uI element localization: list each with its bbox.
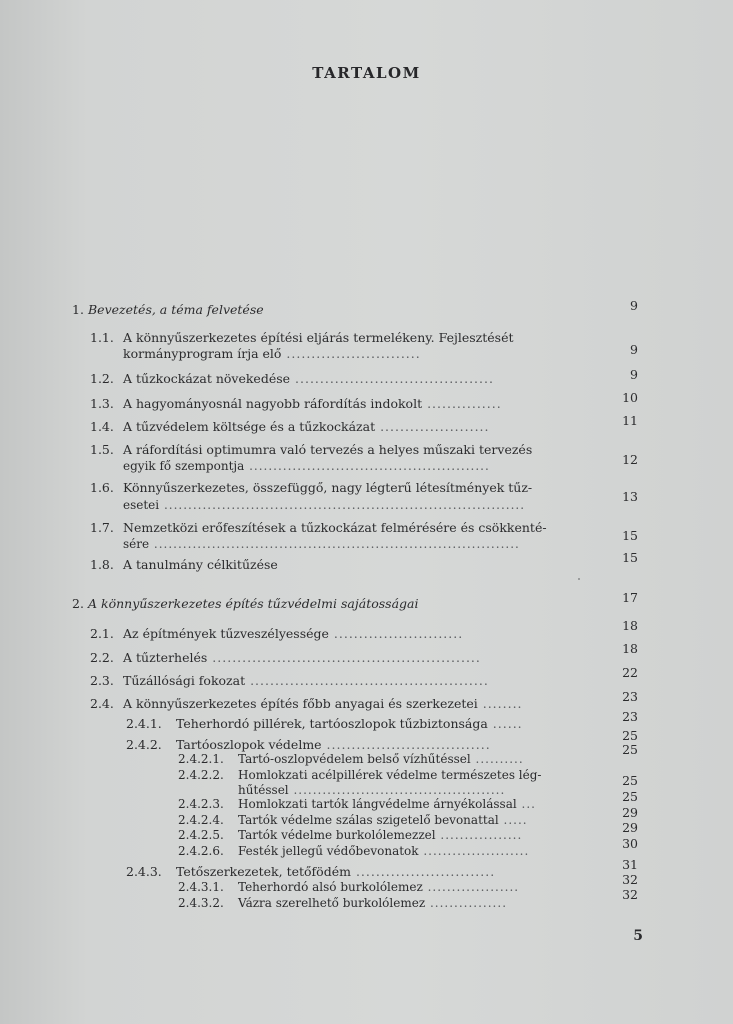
toc-number: 2.2. <box>90 650 114 665</box>
toc-page: 10 <box>622 390 638 405</box>
toc-title: A könnyűszerkezetes építés főbb anyagai és szerkezetei <box>123 696 478 711</box>
toc-page: 23 <box>622 709 638 724</box>
toc-number: 2.4.2. <box>126 737 162 752</box>
toc-title-cont: egyik fő szempontja <box>123 459 245 473</box>
toc-number: 1.8. <box>90 557 114 572</box>
toc-entry-1-5-cont: egyik fő szempontja .................................................. <box>123 459 490 473</box>
toc-title-cont: hűtéssel <box>238 783 289 797</box>
toc-title: Bevezetés, a téma felvetése <box>88 302 264 317</box>
toc-number: 2.4.2.5. <box>178 828 224 842</box>
toc-number: 2.3. <box>90 673 114 688</box>
toc-title: A tanulmány célkitűzése <box>123 557 278 572</box>
toc-title: Tartók védelme burkolólemezzel <box>238 828 436 842</box>
toc-number: 1.7. <box>90 520 114 535</box>
toc-title: Tartók védelme szálas szigetelő bevonattal <box>238 813 499 827</box>
toc-title: A könnyűszerkezetes építési eljárás termelékeny. Fejlesztését <box>123 330 514 345</box>
toc-page: 29 <box>622 820 638 835</box>
toc-page: 25 <box>622 789 638 804</box>
toc-number: 2.4.2.6. <box>178 844 224 858</box>
toc-number: 1.3. <box>90 396 114 411</box>
toc-page: 25 <box>622 728 638 743</box>
toc-page: 31 <box>622 857 638 872</box>
toc-title: Teherhordó pillérek, tartóoszlopok tűzbiztonsága <box>176 716 488 731</box>
page-title: TARTALOM <box>312 64 421 82</box>
toc-page: 29 <box>622 805 638 820</box>
toc-number: 1.2. <box>90 371 114 386</box>
toc-page: 17 <box>622 590 638 605</box>
toc-title: Az építmények tűzveszélyessége <box>123 626 329 641</box>
toc-number: 1.1. <box>90 330 114 345</box>
toc-title: Nemzetközi erőfeszítések a tűzkockázat felmérésére és csökkenté- <box>123 520 547 535</box>
toc-page: 18 <box>622 618 638 633</box>
toc-entry-1-7-cont: sére ............................................................................ <box>123 537 520 551</box>
toc-title: Festék jellegű védőbevonatok <box>238 844 419 858</box>
toc-number: 1.5. <box>90 442 114 457</box>
toc-number: 2.4. <box>90 696 114 711</box>
toc-page: 18 <box>622 641 638 656</box>
toc-number: 2.4.2.2. <box>178 768 224 782</box>
toc-title-cont: sére <box>123 537 150 551</box>
toc-title: Tetőszerkezetek, tetőfödém <box>176 864 351 879</box>
toc-number: 2.4.2.1. <box>178 752 224 766</box>
toc-page: 9 <box>630 298 638 313</box>
toc-page: 13 <box>622 489 638 504</box>
toc-title: Teherhordó alsó burkolólemez <box>238 880 423 894</box>
toc-title: Vázra szerelhető burkolólemez <box>238 896 426 910</box>
toc-page: 11 <box>622 413 638 428</box>
toc-title: Könnyűszerkezetes, összefüggő, nagy légterű létesítmények tűz- <box>123 480 533 495</box>
toc-page: 32 <box>622 887 638 902</box>
toc-number: 2.4.2.3. <box>178 797 224 811</box>
toc-title: A ráfordítási optimumra való tervezés a helyes műszaki tervezés <box>123 442 533 457</box>
toc-entry-2-4-2-2-cont: hűtéssel ............................................ <box>238 783 506 797</box>
toc-page: 9 <box>630 342 638 357</box>
toc-number: 1.6. <box>90 480 114 495</box>
toc-page: 15 <box>622 528 638 543</box>
toc-number: 2.4.2.4. <box>178 813 224 827</box>
document-page: TARTALOM 1. Bevezetés, a téma felvetése 9 1.1. A könnyűszerkezetes építési eljárás termelékeny. Fejlesztését kormányprogram írja elő ........................... 9 1.2. A tűzkockázat növekedése ........................................ 9 1.3. A hagyományosnál nagyobb ráfordítás indokolt ............... 10 1.4. A tűzvédelem költsége és a tűzkockázat ...................... 11 1.5. A ráfordítási optimumra való tervezés a helyes műszaki tervezés egyik fő szempontja .................................................. 12 1.6. Könnyűszerkezetes, összefüggő, nagy légterű létesítmények tűz- esetei ........................................................................... 13 1.7. Nemzetközi erőfeszítések a tűzkockázat felmérésére és csökkenté- sére ............................................................................ 15 1.8. A tanulmány célkitűzése 15 2. A könnyűszerkezetes építés tűzvédelmi sajátosságai 17 2.1. Az építmények tűzveszélyessége .......................... 18 2.2. A tűzterhelés ...................................................... 18 2.3. Tűzállósági fokozat ................................................ 22 2.4. A könnyűszerkezetes építés főbb anyagai és szerkezetei ........ 23 2.4.1. Teherhordó pillérek, tartóoszlopok tűzbiztonsága ...... 23 2.4.2. Tartóoszlopok védelme ................................. 25 2.4.2.1. Tartó-oszlopvédelem belső vízhűtéssel .......... 25 2.4.2.2. Homlokzati acélpillérek védelme természetes lég- hűtéssel ............................................ 25 2.4.2.3. Homlokzati tartók lángvédelme árnyékolással ... 25 2.4.2.4. Tartók védelme szálas szigetelő bevonattal ..... 29 2.4.2.5. Tartók védelme burkolólemezzel ................. 29 2.4.2.6. Festék jellegű védőbevonatok ...................... 30 2.4.3. Tetőszerkezetek, tetőfödém ............................ 31 2.4.3.1. Teherhordó alsó burkolólemez ................... 32 2.4.3.2. Vázra szerelhető burkolólemez ................ 32 5 <box>0 0 733 1024</box>
toc-title: Homlokzati acélpillérek védelme természetes lég- <box>238 768 542 782</box>
toc-title: A tűzkockázat növekedése <box>123 371 291 386</box>
toc-number: 2.4.3.1. <box>178 880 224 894</box>
page-number: 5 <box>633 928 643 944</box>
toc-page: 23 <box>622 689 638 704</box>
toc-page: 9 <box>630 367 638 382</box>
toc-page: 22 <box>622 665 638 680</box>
toc-number: 1. <box>72 302 84 317</box>
toc-title: Tűzállósági fokozat <box>123 673 246 688</box>
toc-entry-1-6-cont: esetei ........................................................................... <box>123 498 526 512</box>
toc-number: 2.4.3.2. <box>178 896 224 910</box>
toc-page: 12 <box>622 452 638 467</box>
toc-title: Homlokzati tartók lángvédelme árnyékolással <box>238 797 517 811</box>
toc-page: 25 <box>622 773 638 788</box>
toc-number: 2. <box>72 596 84 611</box>
toc-number: 2.4.1. <box>126 716 162 731</box>
toc-title: Tartó-oszlopvédelem belső vízhűtéssel <box>238 752 471 766</box>
toc-page: 32 <box>622 872 638 887</box>
toc-title: A tűzvédelem költsége és a tűzkockázat <box>123 419 376 434</box>
toc-title: A hagyományosnál nagyobb ráfordítás indokolt <box>123 396 423 411</box>
toc-page: 25 <box>622 742 638 757</box>
toc-page: 15 <box>622 550 638 565</box>
toc-title: A tűzterhelés <box>123 650 208 665</box>
toc-title: Tartóoszlopok védelme <box>176 737 322 752</box>
paper-speck <box>578 578 580 580</box>
toc-number: 2.1. <box>90 626 114 641</box>
toc-title: A könnyűszerkezetes építés tűzvédelmi sajátosságai <box>88 596 419 611</box>
toc-number: 1.4. <box>90 419 114 434</box>
toc-title-cont: kormányprogram írja elő <box>123 346 282 361</box>
toc-number: 2.4.3. <box>126 864 162 879</box>
toc-entry-1-1-cont: kormányprogram írja elő ........................... <box>123 346 421 361</box>
toc-page: 30 <box>622 836 638 851</box>
toc-title-cont: esetei <box>123 498 160 512</box>
